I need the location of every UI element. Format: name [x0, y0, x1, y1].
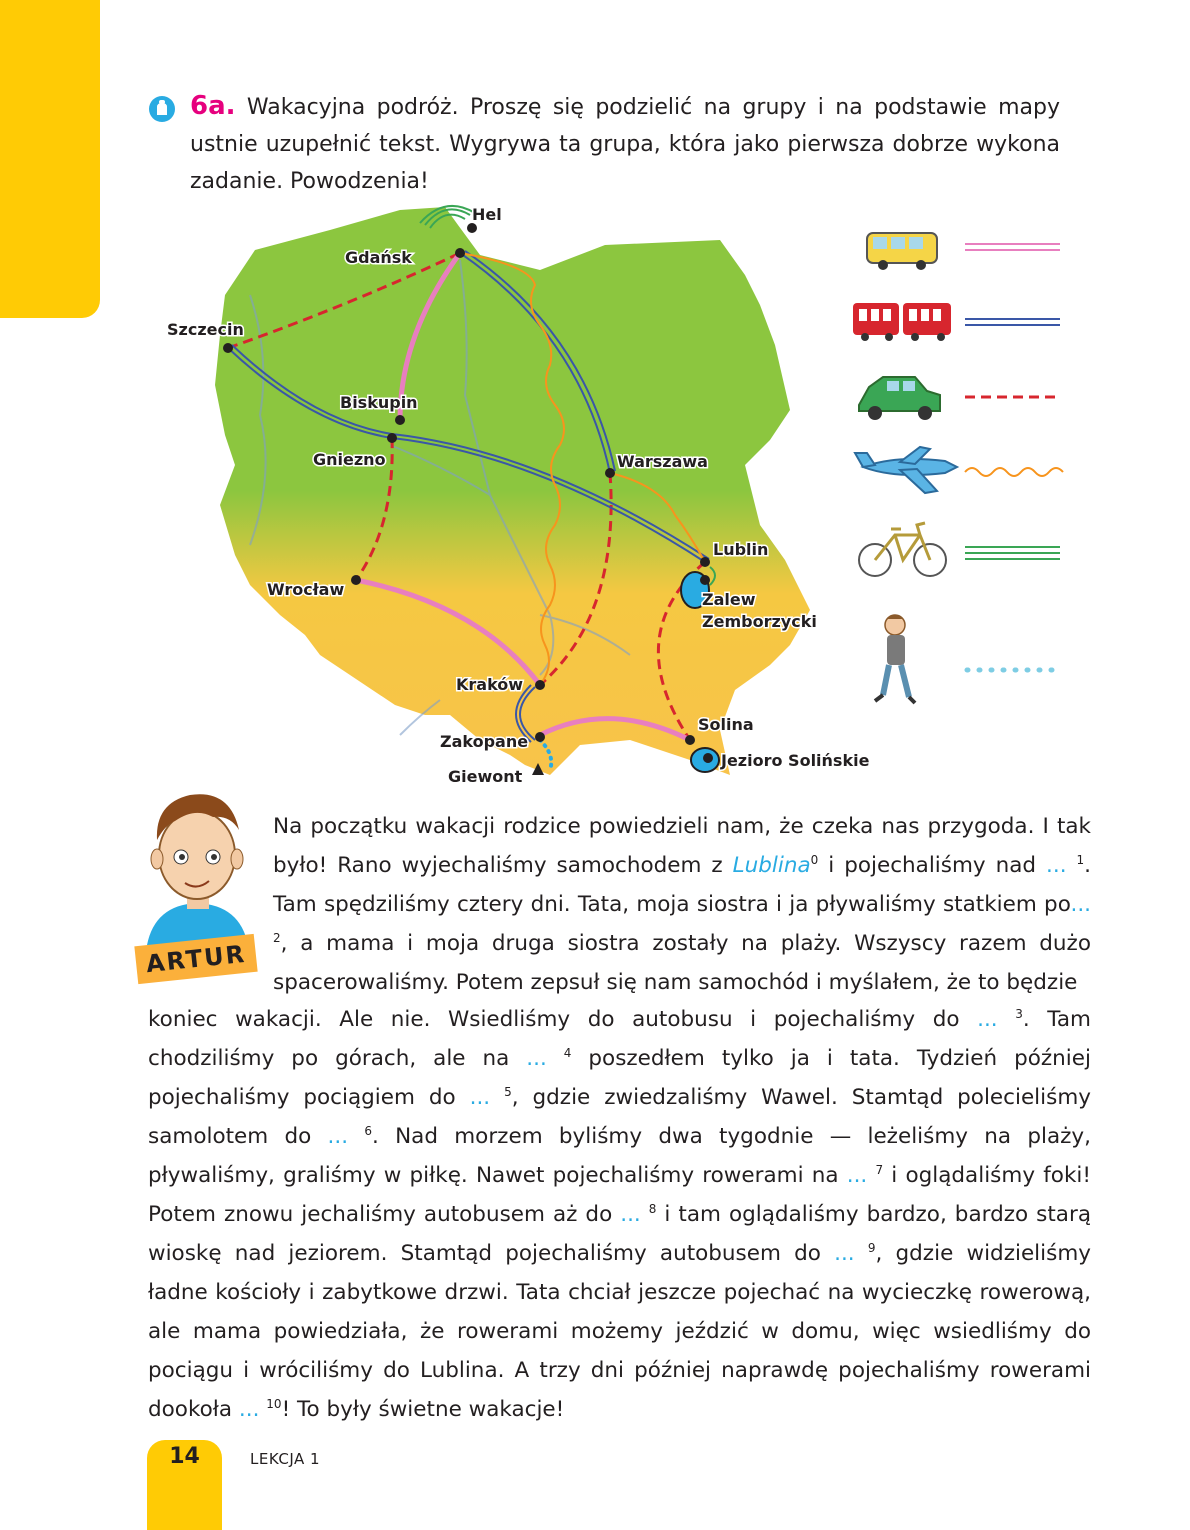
story-text: . Nad morzem byliśmy dwa tygodnie — leżeliśmy na plaży, pływaliśmy, graliśmy w piłkę. Nawet pojechaliśmy rowerami na: [148, 1124, 1091, 1188]
city-label-biskupin: Biskupin: [340, 393, 418, 412]
footnote-5: 5: [504, 1084, 512, 1099]
city-label-zemborzycki: Zemborzycki: [702, 612, 817, 631]
story-text: i pojechaliśmy nad: [818, 853, 1047, 878]
story-text: , gdzie widzieliśmy ładne kościoły i zabytkowe drzwi. Tata chciał jeszcze pojechać na wycieczkę rowerową, ale mama powiedziała, że rowerami możemy jeździć w domu, więc wsiedliśmy do pociągu i wróciliśmy do Lublina. A trzy dni później naprawdę pojechaliśmy rowerami dookoła: [148, 1241, 1091, 1422]
artur-avatar: [135, 785, 260, 945]
story-text: , gdzie zwiedzaliśmy Wawel. Stamtąd polecieliśmy samolotem do: [148, 1085, 1092, 1149]
city-label-krakow: Kraków: [456, 675, 524, 694]
city-label-szczecin: Szczecin: [167, 320, 244, 339]
footnote-0: 0: [810, 852, 819, 867]
green-triple-line: [965, 547, 1060, 559]
city-label-gniezno: Gniezno: [313, 450, 386, 469]
footnote-2: 2: [273, 930, 281, 945]
footnote-3: 3: [1015, 1006, 1023, 1021]
footnote-6: 6: [364, 1123, 372, 1138]
story-text: i oglądaliśmy foki! Potem znowu jechaliśmy autobusem aż do: [148, 1163, 1091, 1227]
exercise-icon: [148, 95, 176, 123]
lesson-label: LEKCJA 1: [250, 1450, 321, 1468]
blank-5: ...: [469, 1085, 491, 1110]
car-icon: [859, 377, 940, 420]
train-icon: [853, 303, 951, 341]
footnote-4: 4: [563, 1045, 572, 1060]
blank-6: ...: [327, 1124, 349, 1149]
city-label-zalew: Zalew: [702, 590, 756, 609]
yellow-side-tab: [0, 0, 100, 318]
city-label-giewont: Giewont: [448, 767, 523, 786]
city-label-wroclaw: Wrocław: [267, 580, 345, 599]
airplane-icon: [855, 447, 957, 493]
blank-1: ...: [1046, 853, 1067, 878]
blank-10: ...: [238, 1397, 260, 1422]
blank-7: ...: [846, 1163, 868, 1188]
blank-4: ...: [526, 1046, 547, 1071]
city-label-zakopane: Zakopane: [440, 732, 529, 751]
story-text: Na początku wakacji rodzice powiedzieli nam, że czeka nas przygoda. I tak było! Rano wyjechaliśmy samochodem z: [273, 814, 1091, 878]
story-text: . Tam chodziliśmy po górach, ale na: [148, 1007, 1091, 1071]
exercise-text: Wakacyjna podróż. Proszę się podzielić na grupy i na podstawie mapy ustnie uzupełnić tekst. Wygrywa ta grupa, która jako pierwsza dobrze wykona zadanie. Powodzenia!: [190, 95, 1060, 194]
blank-8: ...: [620, 1202, 641, 1227]
highlighted-city: Lublina: [732, 853, 811, 878]
story-text: ! To były świetne wakacje!: [281, 1397, 565, 1422]
city-label-gdansk: Gdańsk: [345, 248, 412, 267]
story-paragraph-1: [273, 807, 1091, 1002]
exercise-number: 6a.: [190, 91, 236, 121]
blue-double-line: [965, 319, 1060, 325]
footnote-9: 9: [867, 1240, 876, 1255]
city-label-warszawa: Warszawa: [617, 452, 708, 471]
story-paragraph-2: [148, 1000, 1091, 1429]
exercise-instruction: [190, 88, 1060, 200]
footnote-1: 1: [1076, 852, 1085, 867]
blank-3: ...: [977, 1007, 998, 1032]
page-number: 14: [169, 1444, 200, 1469]
story-text: koniec wakacji. Ale nie. Wsiedliśmy do autobusu i pojechaliśmy do: [148, 1007, 978, 1032]
orange-wavy-line: [965, 468, 1063, 476]
city-label-jezioro-solinskie: Jezioro Solińskie: [721, 751, 870, 770]
blank-2: ...: [1070, 892, 1091, 917]
story-text: i tam oglądaliśmy bardzo, bardzo starą wioskę nad jeziorem. Stamtąd pojechaliśmy autobusem do: [148, 1202, 1092, 1266]
city-label-lublin: Lublin: [713, 540, 769, 559]
city-label-solina: Solina: [698, 715, 754, 734]
bicycle-icon: [859, 523, 946, 576]
footnote-10: 10: [266, 1396, 282, 1411]
bus-icon: [867, 233, 937, 270]
character-name-badge: ARTUR: [134, 934, 257, 984]
story-text: poszedłem tylko ja i tata. Tydzień później pojechaliśmy pociągiem do: [148, 1046, 1091, 1110]
walking-boy-icon: [875, 615, 915, 703]
blank-9: ...: [834, 1241, 855, 1266]
map-legend: [845, 215, 1085, 715]
city-label-hel: Hel: [472, 205, 502, 224]
pink-double-line: [965, 244, 1060, 250]
story-text: , a mama i moja druga siostra zostały na plaży. Wszyscy razem dużo spacerowaliśmy. Potem zepsuł się nam samochód i myślałem, że to będzie: [273, 931, 1091, 995]
poland-map: [160, 195, 880, 795]
footnote-7: 7: [875, 1162, 884, 1177]
story-text: . Tam spędziliśmy cztery dni. Tata, moja siostra i ja pływaliśmy statkiem po: [273, 853, 1091, 917]
footnote-8: 8: [648, 1201, 657, 1216]
